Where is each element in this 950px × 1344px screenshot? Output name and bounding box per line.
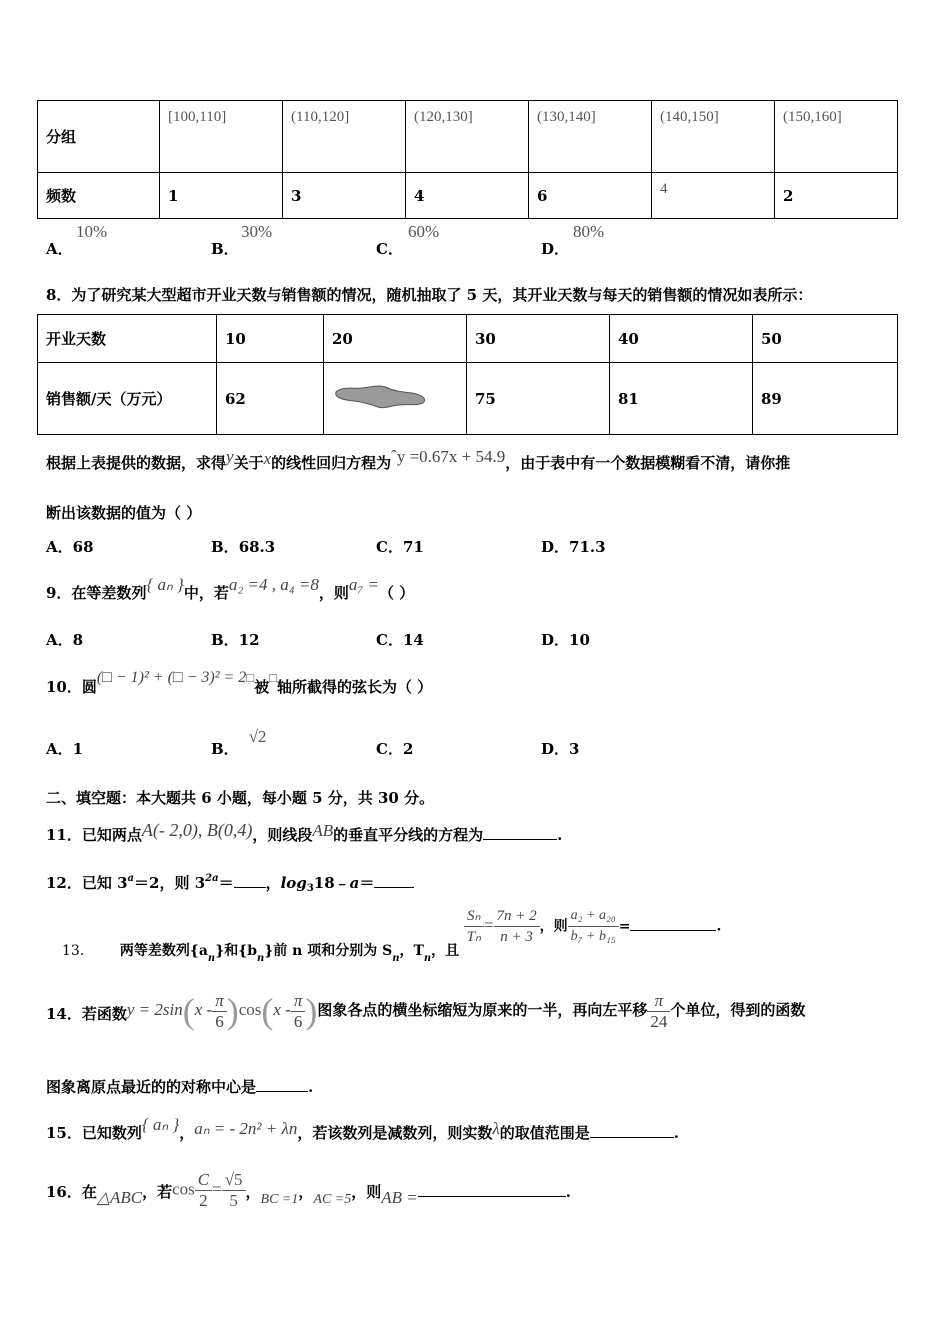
- q16-root5-over-5: [222, 1170, 246, 1211]
- q10-option-a-letter: A．: [46, 740, 73, 758]
- section-2-heading: 二、填空题：本大题共 6 小题，每小题 5 分，共 30 分。: [46, 789, 435, 807]
- q15-end: .: [673, 1124, 679, 1142]
- q14-six-a: 6: [215, 1011, 224, 1031]
- q10-missing-variable-box: □: [246, 670, 255, 685]
- q10-tail2: 轴所截得的弦长为（ ）: [277, 678, 433, 696]
- q7-group-cell: (150,160]: [775, 101, 898, 173]
- q13-sub3: n: [392, 952, 400, 964]
- q8-text-d: ，由于表中有一个数据模糊看不清，请你推: [505, 454, 791, 472]
- q14-arg1: x -: [194, 1000, 213, 1019]
- q8-stem: 8．为了研究某大型超市开业天数与销售额的情况，随机抽取了 5 天，其开业天数与每天的销售额的情况如表所示：: [46, 286, 813, 304]
- q9-mid: 中，若: [183, 584, 229, 602]
- q7-group-cell: [100,110]: [160, 101, 283, 173]
- q12-log: log: [280, 874, 307, 892]
- q16-end: .: [565, 1182, 571, 1201]
- q9-option-a: [46, 629, 83, 650]
- blurred-smudge-icon: [332, 380, 427, 414]
- q14-pi-b: π: [291, 991, 306, 1012]
- q16-t1: ，若: [142, 1182, 173, 1201]
- q8-option-b: [211, 536, 275, 557]
- q15-num: 15．已知数列: [46, 1124, 142, 1142]
- q9-target: a₇ =: [348, 575, 380, 594]
- q9-paren: （ ）: [379, 584, 415, 602]
- q8-option-c-value: 71: [402, 538, 424, 556]
- q10-option-d: [541, 738, 579, 759]
- q8-regression-equation: ˆy =0.67x + 54.9: [391, 447, 506, 466]
- q14-num: 14．若函数: [46, 1005, 127, 1023]
- q13-t7: =: [618, 918, 631, 935]
- q13-frac2-num: 7n + 2: [494, 906, 540, 927]
- q10-option-b-letter: B．: [211, 740, 239, 758]
- q7-freq-cell: 4: [406, 173, 529, 219]
- q14-t2: 个单位，得到的函数: [670, 1001, 806, 1019]
- q11-points: A(- 2,0), B(0,4): [141, 820, 253, 840]
- q11-answer-blank[interactable]: [483, 839, 557, 840]
- q9-option-d-value: 10: [569, 631, 590, 649]
- q10-tail: 被: [254, 678, 270, 696]
- q14-answer-blank[interactable]: [256, 1091, 308, 1092]
- q11-segment: AB: [312, 821, 334, 840]
- q13-fraction-ratio: [494, 906, 540, 947]
- q16-num: 16．在: [46, 1182, 97, 1201]
- q14-pi-over-6-a: [212, 991, 227, 1032]
- q12-p5: ＝: [359, 874, 375, 892]
- q12-exp2: 2a: [205, 873, 219, 884]
- q8-var-x: x: [263, 449, 272, 468]
- q7-freq-cell: 4: [652, 173, 775, 219]
- q8-option-b-value: 68.3: [238, 538, 276, 556]
- q7-option-d-value: 80%: [573, 222, 605, 241]
- q13-frac3-den: b₇ + b₁₅: [570, 929, 616, 944]
- q10-option-a-value: 1: [72, 740, 84, 758]
- q12-answer-blank-1[interactable]: [234, 887, 266, 888]
- q8-header-days: 开业天数: [38, 315, 217, 363]
- q9-sequence: { aₙ }: [146, 575, 184, 594]
- q8-day-cell: 40: [610, 315, 753, 363]
- q9-option-d-letter: D．: [541, 631, 570, 649]
- q10-option-a: [46, 738, 83, 759]
- q15-comma: ，: [179, 1124, 195, 1142]
- q12-p2: ＝: [218, 874, 234, 892]
- q13-num: 13．: [62, 942, 94, 959]
- q7-header-group: 分组: [38, 101, 160, 173]
- q10-option-b: [211, 727, 267, 759]
- q8-option-d-letter: D．: [541, 538, 570, 556]
- q9-option-c-letter: C．: [376, 631, 403, 649]
- q13-t2: }和{b: [215, 942, 257, 959]
- q12-p3: ，: [265, 874, 281, 892]
- q8-option-d-value: 71.3: [569, 538, 606, 556]
- q13-sub1: n: [207, 952, 216, 964]
- q15-answer-blank[interactable]: [590, 1137, 674, 1138]
- q7-option-b-value: 30%: [241, 222, 273, 241]
- q16-stem: [46, 1170, 571, 1211]
- q7-option-b-letter: B．: [211, 240, 239, 258]
- q12-p1: ＝2，则 3: [134, 874, 206, 892]
- q13-fraction-st: [464, 906, 484, 947]
- q9-option-b-letter: B．: [211, 631, 239, 649]
- q15-lambda: λ: [492, 1119, 500, 1138]
- q8-header-sales: 销售额/天（万元）: [38, 363, 217, 435]
- q14-pi-over-6-b: [291, 991, 306, 1032]
- q8-sales-cell: 89: [753, 363, 898, 435]
- q9-option-a-letter: A．: [46, 631, 73, 649]
- q8-text-line2: 断出该数据的值为（ ）: [46, 504, 202, 522]
- q13-t3: }前 n 项和分别为 S: [264, 942, 393, 959]
- q14-t1: 图象各点的横坐标缩短为原来的一半，再向左平移: [317, 1001, 648, 1019]
- q14-six-b: 6: [293, 1011, 303, 1031]
- q10-option-c-value: 2: [402, 740, 414, 758]
- q7-option-a-value: 10%: [76, 222, 108, 241]
- q12-answer-blank-2[interactable]: [374, 887, 414, 888]
- q10-missing-axis-box: □: [269, 670, 278, 685]
- q11-stem: [46, 820, 563, 845]
- q13-frac1-num: Sₙ: [464, 906, 484, 927]
- q16-ab: AB =: [381, 1187, 418, 1207]
- q16-t2: ，: [245, 1182, 261, 1201]
- q14-cos: cos: [238, 1000, 262, 1019]
- q9-condition: a₂ =4 , a₄ =8: [228, 575, 319, 594]
- q14-line2: [46, 1076, 313, 1097]
- q8-day-cell: 50: [753, 315, 898, 363]
- q7-option-c-value: 60%: [408, 222, 440, 241]
- q7-group-cell: (110,120]: [283, 101, 406, 173]
- q8-sales-cell-blurred: [324, 363, 467, 435]
- q7-frequency-table: [37, 100, 898, 219]
- q14-pi-a: π: [212, 991, 227, 1012]
- q13-frac3-num: a₂ + a₂₀: [568, 906, 619, 927]
- q14-func-a: y = 2sin: [126, 1000, 183, 1019]
- q7-group-cell: (130,140]: [529, 101, 652, 173]
- q16-bc: BC =1: [260, 1191, 299, 1207]
- q12-stem: [46, 872, 414, 894]
- q8-option-d: [541, 536, 606, 557]
- q7-group-cell: (140,150]: [652, 101, 775, 173]
- q8-sales-cell: 81: [610, 363, 753, 435]
- q8-option-c-letter: C．: [376, 538, 403, 556]
- q16-triangle: △ABC: [96, 1187, 143, 1207]
- q7-header-freq: 频数: [38, 173, 160, 219]
- q14-shift-den: 24: [650, 1011, 668, 1031]
- q13-eq: =: [483, 915, 494, 935]
- q9-option-b: [211, 629, 260, 650]
- q14-shift-num: π: [647, 991, 670, 1012]
- q15-t2: 的取值范围是: [499, 1124, 590, 1142]
- q8-sales-table: [37, 314, 898, 435]
- q8-option-a-letter: A．: [46, 538, 73, 556]
- q13-t6: ，则: [539, 918, 568, 935]
- q10-stem: [46, 669, 433, 697]
- q16-r-den: 5: [229, 1191, 238, 1210]
- q7-freq-cell: 6: [529, 173, 652, 219]
- q9-then: ，则: [318, 584, 349, 602]
- q12-exp1: a: [127, 873, 135, 884]
- q16-c-over-2: [195, 1170, 212, 1211]
- q13-frac1-den: Tₙ: [466, 929, 481, 945]
- q13-sub2: n: [256, 952, 265, 964]
- q12-p4: 18﹣: [313, 874, 350, 892]
- q8-text-line1: [46, 447, 791, 473]
- q7-option-d-letter: D．: [541, 240, 570, 258]
- q8-day-cell: 20: [324, 315, 467, 363]
- q8-day-cell: 30: [467, 315, 610, 363]
- q13-t4: ，T: [399, 942, 424, 959]
- q10-option-b-value: √2: [248, 727, 267, 746]
- q16-eq: =: [212, 1179, 222, 1199]
- q15-general-term: aₙ = - 2n² + λn: [194, 1119, 298, 1138]
- q12-num: 12．已知 3: [46, 874, 128, 892]
- q13-answer-blank[interactable]: [630, 930, 716, 931]
- q11-end: .: [557, 826, 563, 844]
- q16-c-num: C: [195, 1170, 212, 1191]
- q16-t4: ，则: [351, 1182, 382, 1201]
- q11-tail2: 的垂直平分线的方程为: [333, 826, 484, 844]
- q8-text-a: 根据上表提供的数据，求得: [46, 454, 227, 472]
- q10-option-d-letter: D．: [541, 740, 570, 758]
- q8-text-b: 关于: [233, 454, 264, 472]
- q14-shift-fraction: [647, 991, 670, 1032]
- q16-ac: AC =5: [313, 1191, 352, 1207]
- q13-text: 两等差数列{a: [119, 942, 208, 959]
- q9-option-a-value: 8: [72, 631, 84, 649]
- q7-option-a-letter: A．: [46, 240, 73, 258]
- q8-day-cell: 10: [217, 315, 324, 363]
- q13-stem: [62, 906, 722, 964]
- q16-answer-blank[interactable]: [418, 1196, 566, 1197]
- q15-t1: ，若该数列是减数列，则实数: [297, 1124, 493, 1142]
- q7-freq-cell: 3: [283, 173, 406, 219]
- q10-num: 10．圆: [46, 678, 97, 696]
- q8-option-a: [46, 536, 94, 557]
- q8-option-c: [376, 536, 424, 557]
- q9-num: 9．在等差数列: [46, 584, 147, 602]
- q14-stem: 14．若函数y = 2sin(x - $\frac{\pi}{6}$ )cos(x - $\frac{\pi}{6}$ )图象各点的横坐标缩短为原来的一半，再向左平移 $\frac{\pi}{24}$ 个单位，得到的函数: [46, 990, 806, 1031]
- q9-stem: [46, 575, 415, 603]
- q11-num: 11．已知两点: [46, 826, 142, 844]
- q16-c-den: 2: [199, 1191, 208, 1210]
- q12-log-base: 3: [306, 883, 314, 894]
- q7-freq-cell: 1: [160, 173, 283, 219]
- q13-t5: ，且: [431, 942, 460, 959]
- q13-end: .: [716, 918, 722, 935]
- q14-end: .: [308, 1078, 314, 1096]
- q9-option-c-value: 14: [402, 631, 424, 649]
- q15-sequence: { aₙ }: [141, 1115, 180, 1134]
- q8-sales-cell: 62: [217, 363, 324, 435]
- q9-option-d: [541, 629, 590, 650]
- q8-option-a-value: 68: [72, 538, 94, 556]
- q8-sales-cell: 75: [467, 363, 610, 435]
- q13-frac2-den: n + 3: [500, 929, 533, 945]
- q9-option-c: [376, 629, 424, 650]
- q7-group-cell: (120,130]: [406, 101, 529, 173]
- q7-freq-cell: 2: [775, 173, 898, 219]
- q13-sub4: n: [423, 952, 432, 964]
- q16-t3: ，: [298, 1182, 314, 1201]
- q14-line2-text: 图象离原点最近的的对称中心是: [46, 1078, 257, 1096]
- q8-var-y: y: [226, 447, 234, 466]
- q10-option-d-value: 3: [569, 740, 580, 758]
- q8-text-c: 的线性回归方程为: [271, 454, 392, 472]
- q14-arg2: x -: [273, 1000, 291, 1019]
- q15-stem: [46, 1115, 679, 1143]
- q11-tail: ，则线段: [252, 826, 313, 844]
- q8-equation-text: y =0.67x + 54.9: [396, 447, 506, 466]
- q9-option-b-value: 12: [238, 631, 260, 649]
- q10-option-c: [376, 738, 413, 759]
- q16-r-num: √5: [222, 1170, 246, 1191]
- q13-fraction-target: [568, 906, 619, 947]
- q10-option-c-letter: C．: [376, 740, 403, 758]
- q10-circle-equation: (□ − 1)² + (□ − 3)² = 2: [96, 669, 247, 686]
- q7-option-c-letter: C．: [376, 240, 403, 258]
- q12-var-a: a: [349, 874, 360, 892]
- q16-cos: cos: [172, 1179, 195, 1199]
- q8-option-b-letter: B．: [211, 538, 239, 556]
